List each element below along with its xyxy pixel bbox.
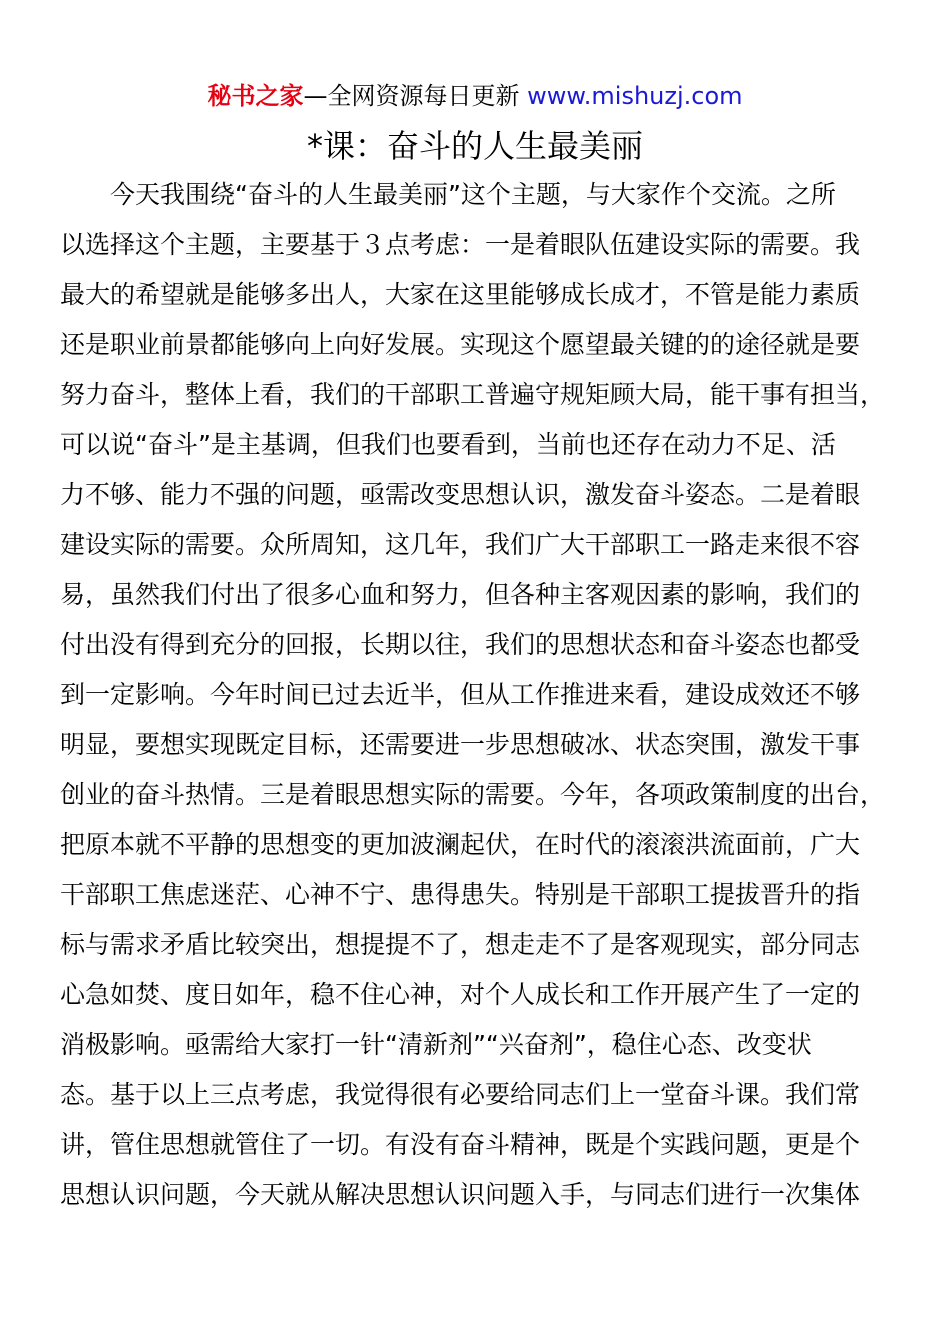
body-line: 易，虽然我们付出了很多心血和努力，但各种主客观因素的影响，我们的 xyxy=(60,580,861,609)
body-line: 还是职业前景都能够向上向好发展。实现这个愿望最关键的的途径就是要 xyxy=(60,330,861,359)
document-title: *课：奋斗的人生最美丽 xyxy=(306,127,643,165)
body-line: 思想认识问题，今天就从解决思想认识问题入手，与同志们进行一次集体 xyxy=(60,1180,861,1209)
body-line: 到一定影响。今年时间已过去近半，但从工作推进来看，建设成效还不够 xyxy=(60,680,861,709)
body-line: 心急如焚、度日如年，稳不住心神，对个人成长和工作开展产生了一定的 xyxy=(60,980,861,1009)
site-url-link[interactable]: www.mishuzj.com xyxy=(527,82,743,110)
body-line: 干部职工焦虑迷茫、心神不宁、患得患失。特别是干部职工提拔晋升的指 xyxy=(60,880,861,909)
body-line: 消极影响。亟需给大家打一针“清新剂”“兴奋剂”，稳住心态、改变状 xyxy=(60,1030,812,1059)
document-body xyxy=(60,170,900,1220)
body-line: 态。基于以上三点考虑，我觉得很有必要给同志们上一堂奋斗课。我们常 xyxy=(60,1080,861,1109)
site-tagline: —全网资源每日更新 xyxy=(303,82,520,110)
body-line: 标与需求矛盾比较突出，想提提不了，想走走不了是客观现实，部分同志 xyxy=(60,930,861,959)
body-line: 创业的奋斗热情。三是着眼思想实际的需要。今年，各项政策制度的出台， xyxy=(60,780,886,809)
body-line: 最大的希望就是能够多出人，大家在这里能够成长成才，不管是能力素质 xyxy=(60,280,861,309)
body-line: 力不够、能力不强的问题，亟需改变思想认识，激发奋斗姿态。二是着眼 xyxy=(60,480,861,509)
body-line: 可以说“奋斗”是主基调，但我们也要看到，当前也还存在动力不足、活 xyxy=(60,430,836,459)
body-line: 今天我围绕“奋斗的人生最美丽”这个主题，与大家作个交流。之所 xyxy=(60,180,836,209)
body-line: 努力奋斗，整体上看，我们的干部职工普遍守规矩顾大局，能干事有担当， xyxy=(60,380,886,409)
site-header xyxy=(0,80,950,112)
body-line: 讲，管住思想就管住了一切。有没有奋斗精神，既是个实践问题，更是个 xyxy=(60,1130,861,1159)
body-line: 以选择这个主题，主要基于３点考虑：一是着眼队伍建设实际的需要。我 xyxy=(60,230,861,259)
body-line: 建设实际的需要。众所周知，这几年，我们广大干部职工一路走来很不容 xyxy=(60,530,861,559)
body-line: 付出没有得到充分的回报，长期以往，我们的思想状态和奋斗姿态也都受 xyxy=(60,630,861,659)
body-line: 明显，要想实现既定目标，还需要进一步思想破冰、状态突围，激发干事 xyxy=(60,730,861,759)
site-brand: 秘书之家 xyxy=(207,82,304,110)
body-line: 把原本就不平静的思想变的更加波澜起伏，在时代的滚滚洪流面前，广大 xyxy=(60,830,861,859)
